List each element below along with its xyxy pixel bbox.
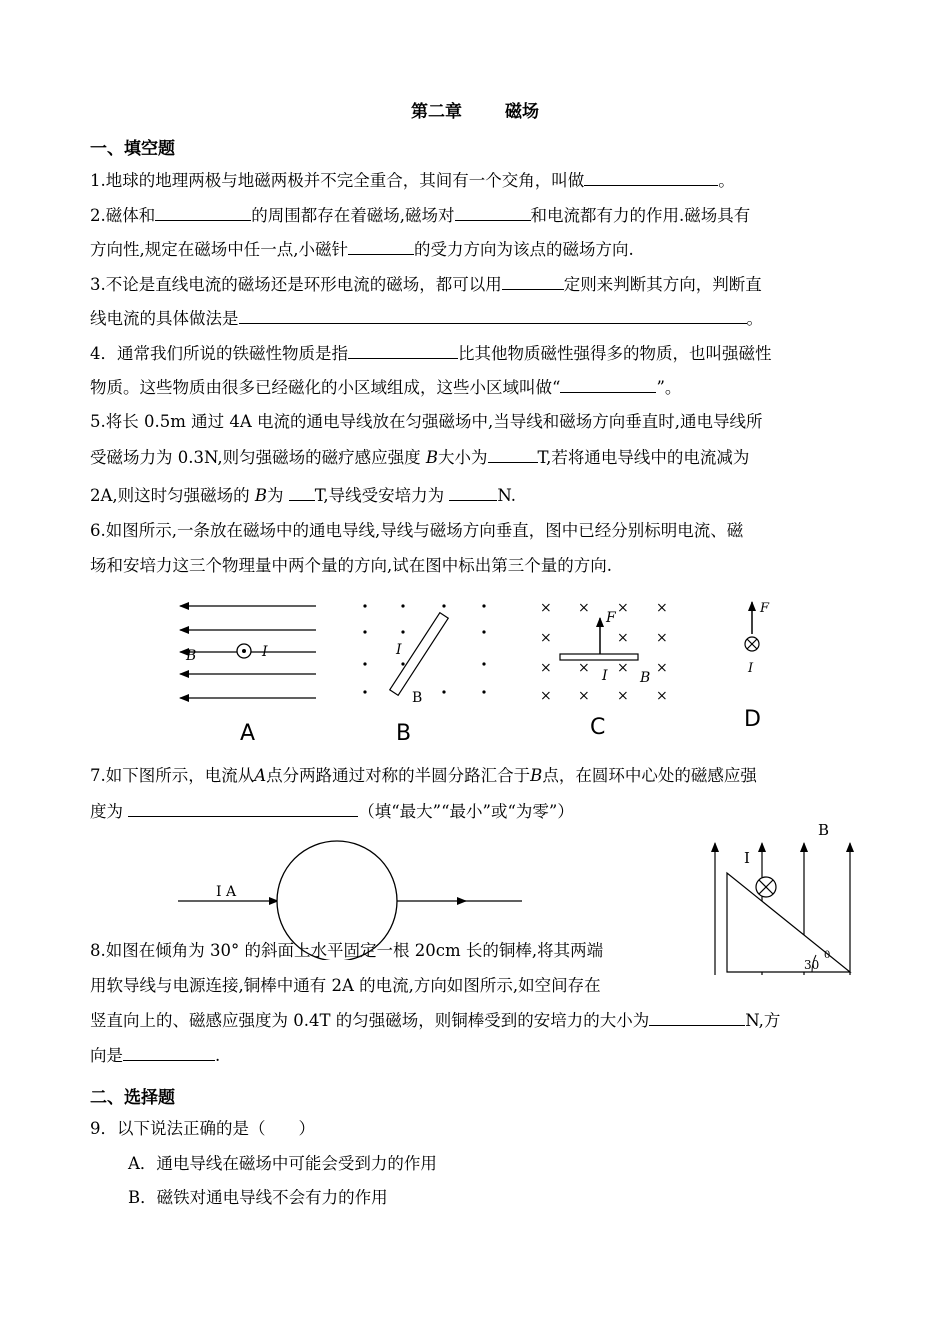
- blank[interactable]: [488, 446, 538, 463]
- svg-text:×: ×: [617, 630, 629, 646]
- figure-label-a: A: [240, 721, 256, 746]
- question-1: 1.地球的地理两极与地磁两极并不完全重合，其间有一个交角，叫做 。: [90, 171, 735, 190]
- blank[interactable]: [348, 342, 458, 359]
- i-label: I: [748, 661, 754, 676]
- blank[interactable]: [560, 376, 656, 393]
- f-label: F: [606, 610, 616, 626]
- b-label: B: [640, 670, 651, 686]
- svg-text:×: ×: [656, 600, 668, 616]
- blank[interactable]: [128, 800, 358, 817]
- question-3-line-2: 线电流的具体做法是 。: [90, 309, 763, 328]
- question-9-stem: 9．以下说法正确的是（ ）: [90, 1119, 315, 1138]
- b-label: B: [818, 821, 830, 839]
- svg-text:×: ×: [540, 688, 552, 704]
- svg-text:×: ×: [540, 630, 552, 646]
- blank[interactable]: [584, 169, 718, 186]
- figure-6: [0, 590, 950, 750]
- question-5-line-1: 5.将长 0.5m 通过 4A 电流的通电导线放在匀强磁场中,当导线和磁场方向垂直时,通电导线所: [90, 412, 763, 431]
- blank[interactable]: [502, 273, 564, 290]
- page-title: 第二章 磁场: [411, 102, 539, 122]
- svg-text:×: ×: [540, 600, 552, 616]
- question-7-line-1: 7.如下图所示，电流从A点分两路通过对称的半圆分路汇合于B点，在圆环中心处的磁感应强: [90, 766, 757, 785]
- figure-6b: [363, 604, 485, 746]
- i-label: I: [602, 668, 608, 684]
- question-2-line-1: 2.磁体和 的周围都存在着磁场,磁场对 和电流都有力的作用.磁场具有: [90, 206, 751, 225]
- question-5-line-2: 受磁场力为 0.3N,则匀强磁场的磁疗感应强度 B大小为 T,若将通电导线中的电流减为: [90, 448, 750, 467]
- blank[interactable]: [449, 484, 497, 501]
- svg-text:×: ×: [656, 688, 668, 704]
- svg-text:×: ×: [617, 688, 629, 704]
- question-3-line-1: 3.不论是直线电流的磁场还是环形电流的磁场，都可以用 定则来判断其方向，判断直: [90, 275, 762, 294]
- question-6-line-2: 场和安培力这三个物理量中两个量的方向,试在图中标出第三个量的方向.: [90, 556, 612, 575]
- blank[interactable]: [239, 307, 747, 324]
- figure-label-c: C: [590, 715, 606, 740]
- svg-text:×: ×: [656, 630, 668, 646]
- i-label: I: [262, 644, 268, 660]
- option-b[interactable]: B．磁铁对通电导线不会有力的作用: [128, 1188, 388, 1207]
- f-label: F: [760, 601, 770, 616]
- cross-marks: [540, 600, 668, 704]
- degree-label: 0: [824, 950, 831, 961]
- question-8-line-3: 竖直向上的、磁感应强度为 0.4T 的匀强磁场，则铜棒受到的安培力的大小为 N,方: [90, 1011, 781, 1030]
- question-8-line-4: 向是 .: [90, 1046, 221, 1065]
- current-label: I A: [216, 884, 237, 900]
- section-heading-choice: 二、选择题: [90, 1088, 175, 1108]
- question-4-line-1: 4．通常我们所说的铁磁性物质是指 比其他物质磁性强得多的物质，也叫强磁性: [90, 344, 772, 363]
- figure-6a: [180, 606, 316, 746]
- svg-text:×: ×: [617, 600, 629, 616]
- svg-text:×: ×: [617, 660, 629, 676]
- svg-text:×: ×: [578, 688, 590, 704]
- question-8-line-1: 8.如图在倾角为 30° 的斜面上水平固定一根 20cm 长的铜棒,将其两端: [90, 941, 604, 960]
- svg-text:×: ×: [656, 660, 668, 676]
- figure-label-d: D: [744, 707, 761, 732]
- question-6-line-1: 6.如图所示,一条放在磁场中的通电导线,导线与磁场方向垂直，图中已经分别标明电流、磁: [90, 521, 744, 540]
- blank[interactable]: [649, 1009, 745, 1026]
- question-4-line-2: 物质。这些物质由很多已经磁化的小区域组成，这些小区域叫做“ ”。: [90, 378, 682, 397]
- b-label: B: [186, 648, 197, 664]
- question-5-line-3: 2A,则这时匀强磁场的 B为 T,导线受安培力为 N.: [90, 486, 517, 505]
- question-2-line-2: 方向性,规定在磁场中任一点,小磁针 的受力方向为该点的磁场方向.: [90, 240, 634, 259]
- svg-text:×: ×: [540, 660, 552, 676]
- option-a[interactable]: A．通电导线在磁场中可能会受到力的作用: [128, 1154, 437, 1173]
- blank[interactable]: [455, 204, 531, 221]
- figure-6d: [744, 601, 770, 732]
- question-7-line-2: 度为 （填“最大”“最小”或“为零”）: [90, 802, 574, 821]
- svg-text:×: ×: [578, 600, 590, 616]
- question-8-line-2: 用软导线与电源连接,铜棒中通有 2A 的电流,方向如图所示,如空间存在: [90, 976, 601, 995]
- figure-label-b: B: [396, 721, 412, 746]
- blank[interactable]: [348, 238, 414, 255]
- b-label: B: [412, 690, 423, 706]
- blank[interactable]: [289, 484, 315, 501]
- blank[interactable]: [123, 1044, 215, 1061]
- svg-text:×: ×: [578, 660, 590, 676]
- i-label: I: [744, 849, 750, 867]
- figure-8: [700, 815, 870, 980]
- i-label: I: [396, 642, 402, 658]
- section-heading-fill: 一、填空题: [90, 139, 175, 159]
- blank[interactable]: [155, 204, 251, 221]
- angle-label: 30: [804, 958, 820, 972]
- figure-6c: [540, 600, 668, 740]
